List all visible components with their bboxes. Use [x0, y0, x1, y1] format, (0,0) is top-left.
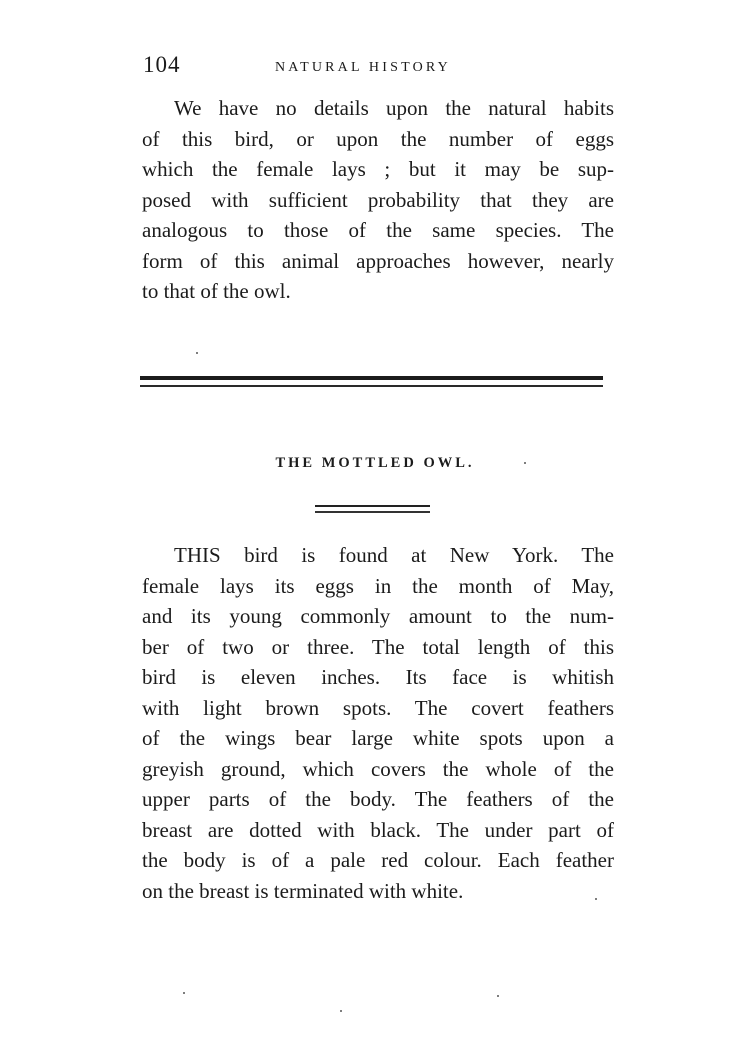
text-line: greyish ground, which covers the whole of the [142, 756, 614, 781]
text-line: with light brown spots. The covert feathers [142, 695, 614, 720]
text-line: and its young commonly amount to the num- [142, 604, 614, 628]
paper-speck [497, 995, 499, 997]
section-title: THE MOTTLED OWL. [275, 455, 475, 471]
text-line: on the breast is terminated with white. [142, 878, 464, 903]
text-line: ber of two or three. The total length of this [142, 634, 614, 659]
text-line: the body is of a pale red colour. Each feather [142, 848, 614, 872]
text-line: which the female lays ; but it may be sup- [142, 157, 614, 181]
text-line: analogous to those of the same species. The [142, 218, 614, 242]
page-number: 104 [143, 52, 181, 77]
paragraph-mottled-owl [142, 540, 614, 906]
text-line: breast are dotted with black. The under part of [142, 817, 614, 842]
paper-speck [183, 992, 185, 994]
text-line: posed with sufficient probability that they are [142, 187, 614, 212]
paper-speck [196, 352, 198, 354]
text-line: We have no details upon the natural habits [174, 96, 614, 120]
text-line: of this bird, or upon the number of eggs [142, 126, 614, 151]
page-header [143, 52, 613, 82]
text-line: upper parts of the body. The feathers of the [142, 787, 614, 811]
text-line: THIS bird is found at New York. The [174, 543, 614, 567]
running-head: NATURAL HISTORY [275, 60, 451, 75]
paper-speck [524, 462, 526, 464]
paragraph-continued [142, 93, 614, 307]
text-line: of the wings bear large white spots upon a [142, 726, 614, 750]
text-line: form of this animal approaches however, nearly [142, 248, 614, 273]
paper-speck [595, 898, 597, 900]
section-divider-thick [140, 376, 603, 380]
text-line: bird is eleven inches. Its face is whitish [142, 665, 614, 689]
text-line: female lays its eggs in the month of May, [142, 573, 614, 598]
text-line: to that of the owl. [142, 279, 291, 303]
title-rule [315, 511, 430, 513]
paper-speck [340, 1010, 342, 1012]
section-divider-thin [140, 385, 603, 387]
title-rule [315, 505, 430, 507]
